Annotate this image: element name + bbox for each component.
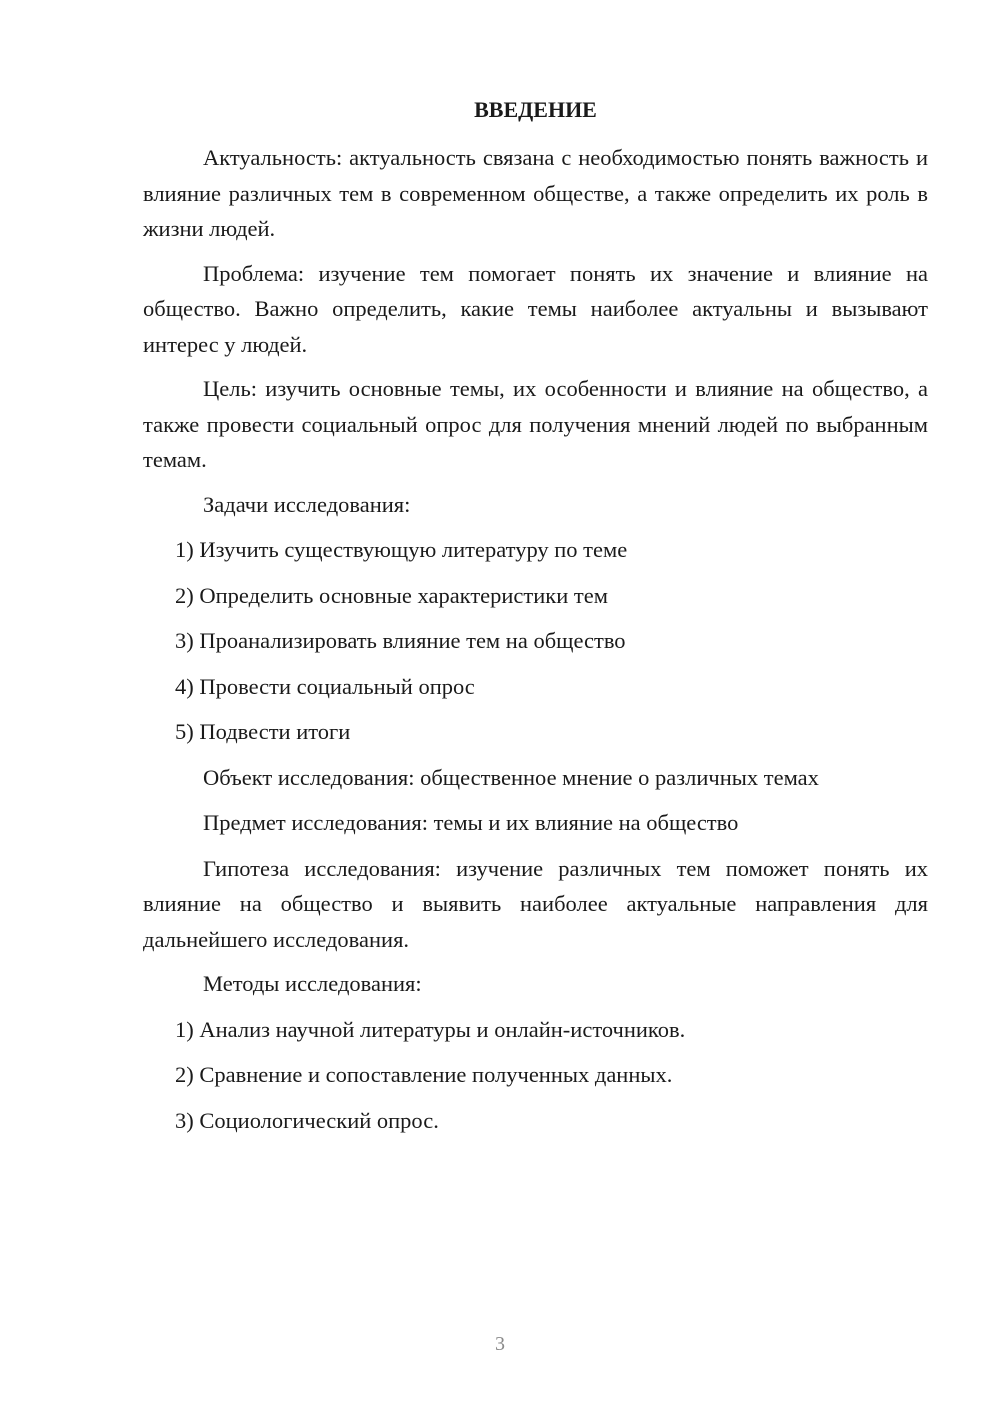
paragraph-subject: Предмет исследования: темы и их влияние на общество (203, 810, 739, 835)
method-item: 3) Социологический опрос. (175, 1107, 439, 1133)
task-item: 3) Проанализировать влияние тем на общество (175, 628, 626, 653)
task-item: 5) Подвести итоги (175, 719, 351, 744)
task-item: 2) Определить основные характеристики тем (175, 582, 608, 608)
paragraph-hypothesis: Гипотеза исследования: изучение различных тем поможет понять их влияние на общество и выявить наиболее актуальные направления для дальнейшего исследования. (143, 855, 928, 952)
paragraph-goal: Цель: изучить основные темы, их особенности и влияние на общество, а также провести социальный опрос для получения мнений людей по выбранным темам. (143, 376, 928, 472)
paragraph-object: Объект исследования: общественное мнение о различных темах (203, 764, 819, 790)
page-number: 3 (495, 1333, 505, 1355)
task-item: 1) Изучить существующую литературу по теме (175, 537, 628, 562)
methods-heading: Методы исследования: (203, 971, 422, 996)
method-item: 2) Сравнение и сопоставление полученных данных. (175, 1062, 673, 1087)
method-item: 1) Анализ научной литературы и онлайн-источников. (175, 1016, 686, 1042)
paragraph-problem: Проблема: изучение тем помогает понять их значение и влияние на общество. Важно определить, какие темы наиболее актуальны и вызывают интерес у людей. (143, 260, 928, 357)
page-content (143, 94, 928, 1148)
tasks-heading: Задачи исследования: (203, 491, 411, 517)
paragraph-relevance: Актуальность: актуальность связана с необходимостью понять важность и влияние различных тем в современном обществе, а также определить их роль в жизни людей. (143, 145, 928, 241)
page-title: ВВЕДЕНИЕ (474, 97, 597, 122)
task-item: 4) Провести социальный опрос (175, 673, 475, 699)
